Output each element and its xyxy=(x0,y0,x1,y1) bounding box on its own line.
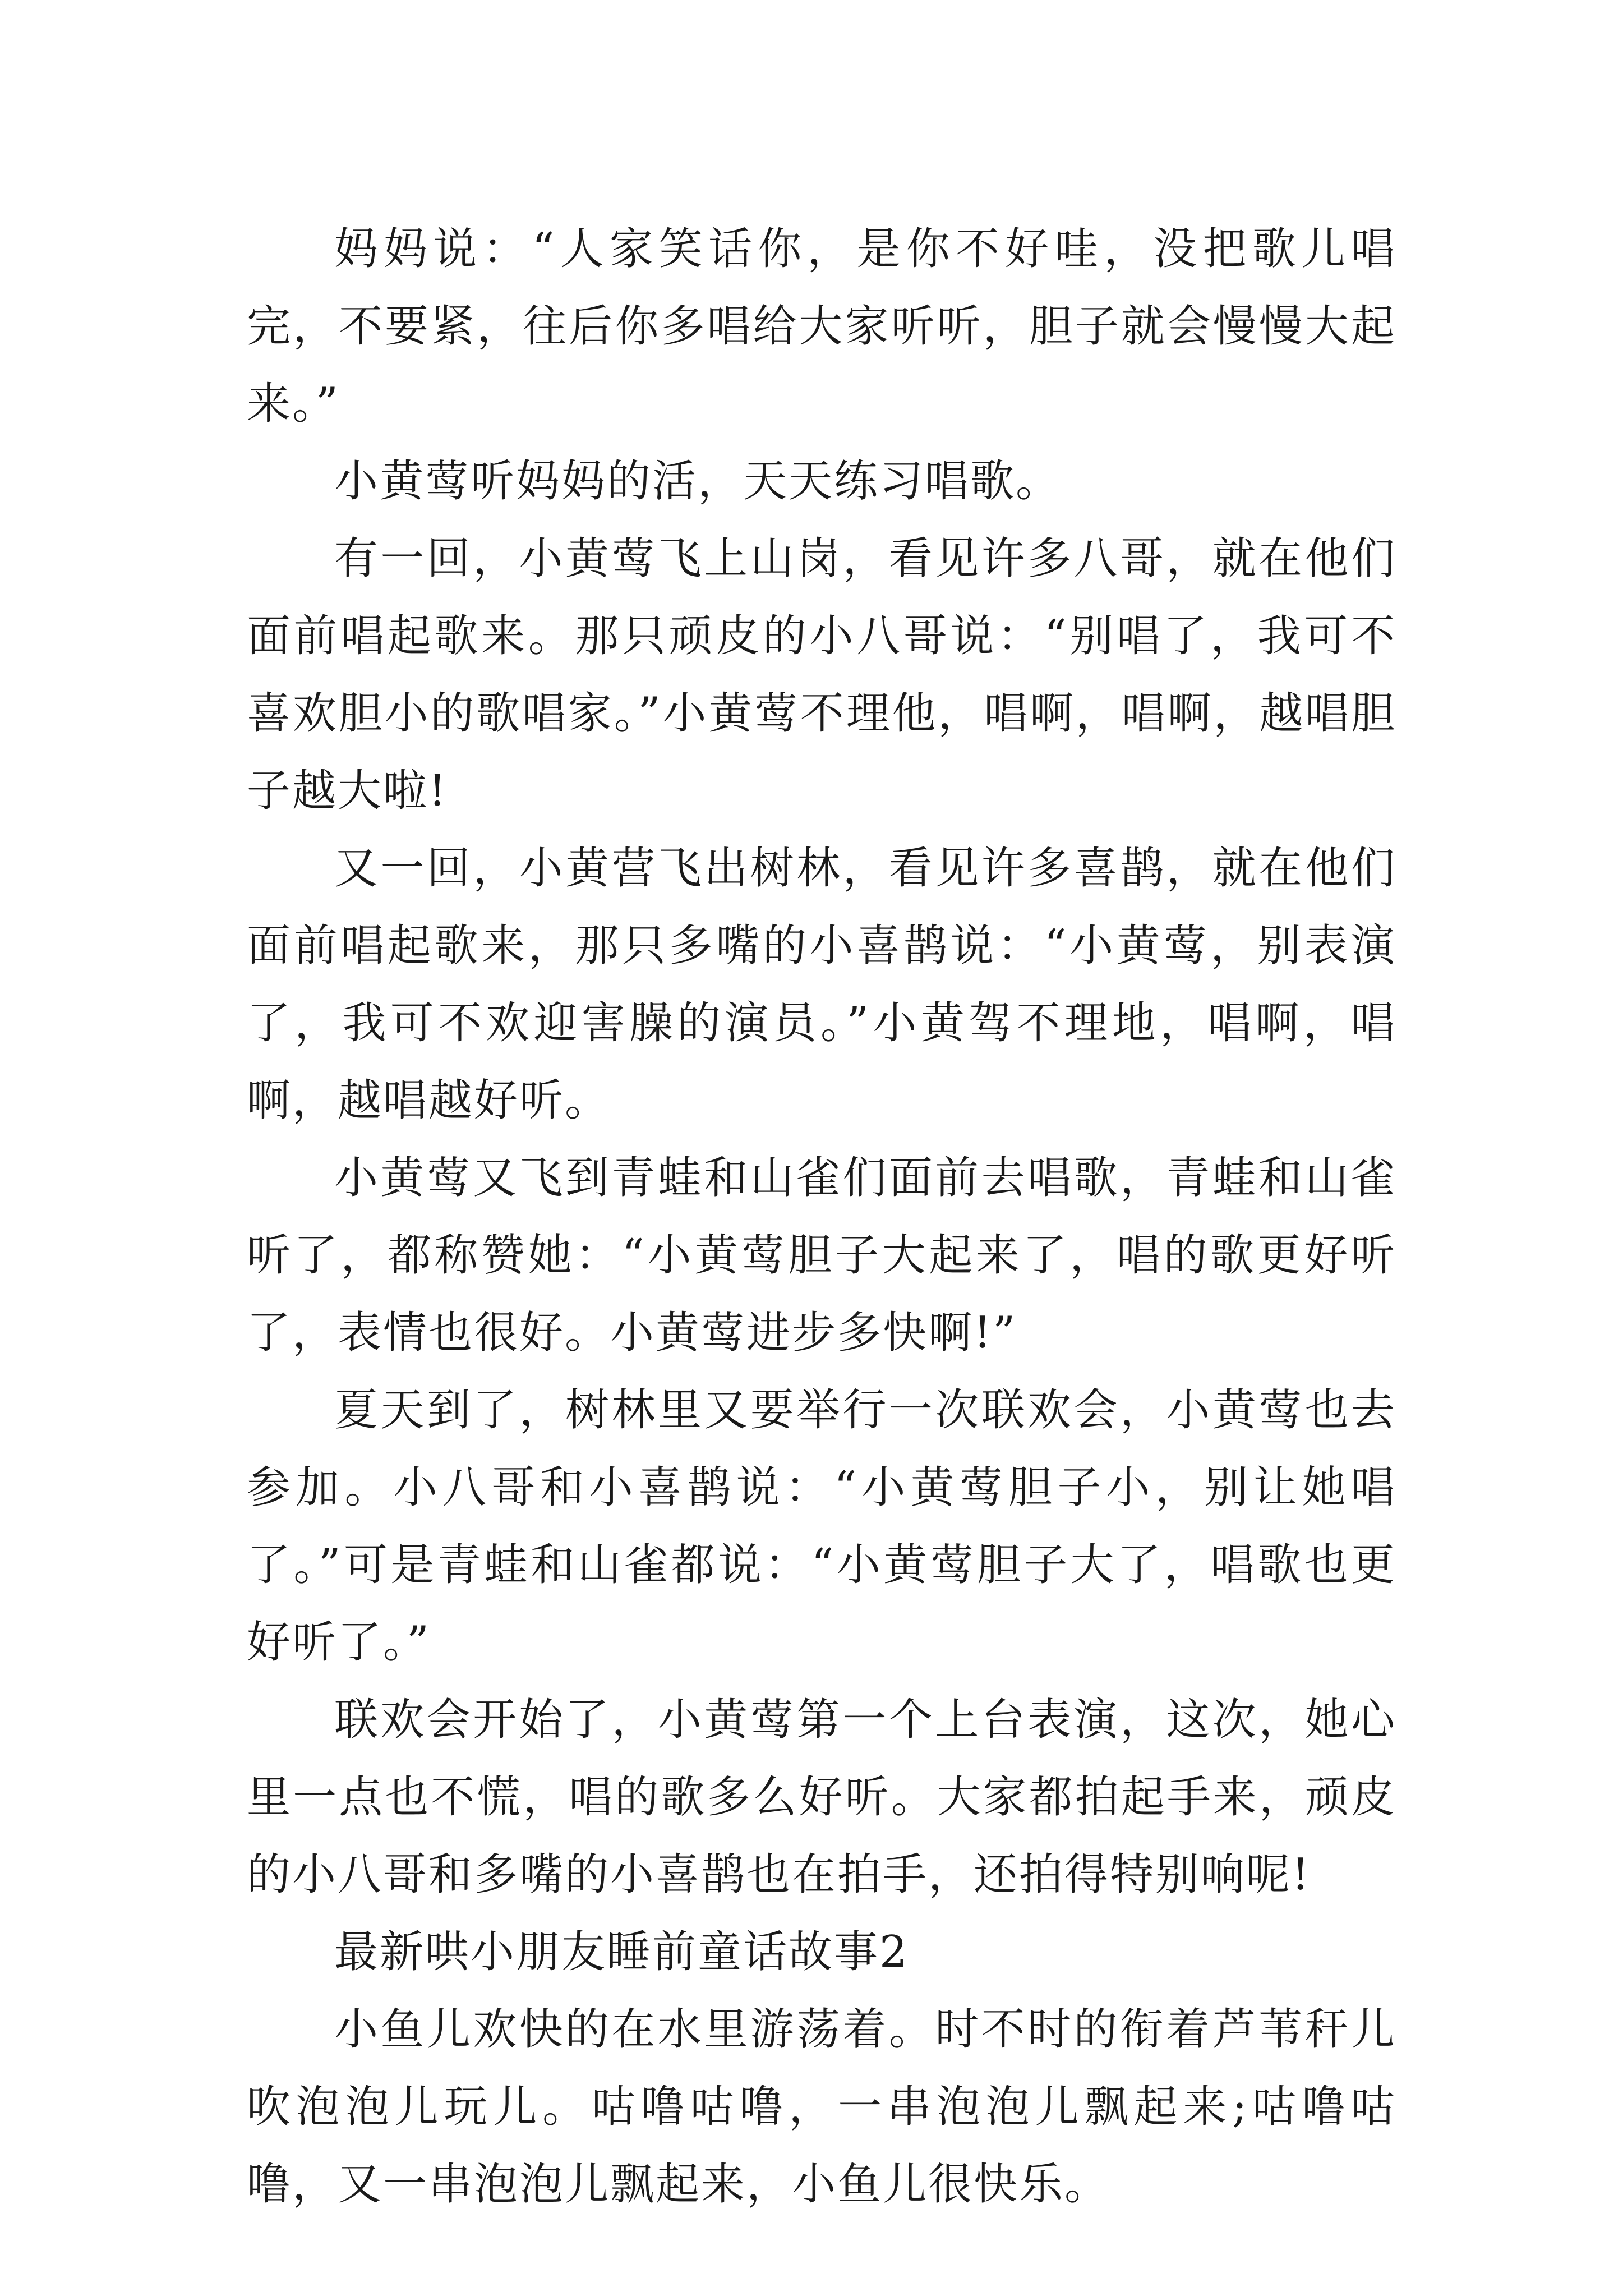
paragraph: 夏天到了，树林里又要举行一次联欢会，小黄莺也去参加。小八哥和小喜鹊说：“小黄莺胆子小，别让她唱了。”可是青蛙和山雀都说：“小黄莺胆子大了，唱歌也更好听了。” xyxy=(247,1385,1396,1668)
paragraph: 小黄莺听妈妈的活，天天练习唱歌。 xyxy=(334,456,1062,507)
section-heading: 最新哄小朋友睡前童话故事2 xyxy=(334,1927,909,1977)
paragraph: 有一回，小黄莺飞上山岗，看见许多八哥，就在他们面前唱起歌来。那只顽皮的小八哥说：“别唱了，我可不喜欢胆小的歌唱家。”小黄莺不理他，唱啊，唱啊，越唱胆子越大啦! xyxy=(247,533,1396,816)
paragraph: 小黄莺又飞到青蛙和山雀们面前去唱歌，青蛙和山雀听了，都称赞她：“小黄莺胆子大起来了，唱的歌更好听了，表情也很好。小黄莺进步多快啊!” xyxy=(247,1153,1396,1358)
paragraph: 妈妈说：“人家笑话你，是你不好哇，没把歌儿唱完，不要紧，往后你多唱给大家听听，胆子就会慢慢大起来。” xyxy=(247,224,1396,429)
paragraph: 联欢会开始了，小黄莺第一个上台表演，这次，她心里一点也不慌，唱的歌多么好听。大家都拍起手来，顽皮的小八哥和多嘴的小喜鹊也在拍手，还拍得特别响呢! xyxy=(247,1695,1396,1900)
paragraph: 又一回，小黄营飞出树林，看见许多喜鹊，就在他们面前唱起歌来，那只多嘴的小喜鹊说：“小黄莺，别表演了，我可不欢迎害臊的演员。”小黄驾不理地，唱啊，唱啊，越唱越好听。 xyxy=(247,843,1396,1126)
paragraph: 小鱼儿欢快的在水里游荡着。时不时的衔着芦苇秆儿吹泡泡儿玩儿。咕噜咕噜，一串泡泡儿飘起来;咕噜咕噜，又一串泡泡儿飘起来，小鱼儿很快乐。 xyxy=(247,2004,1396,2210)
document-body xyxy=(247,210,1396,2223)
